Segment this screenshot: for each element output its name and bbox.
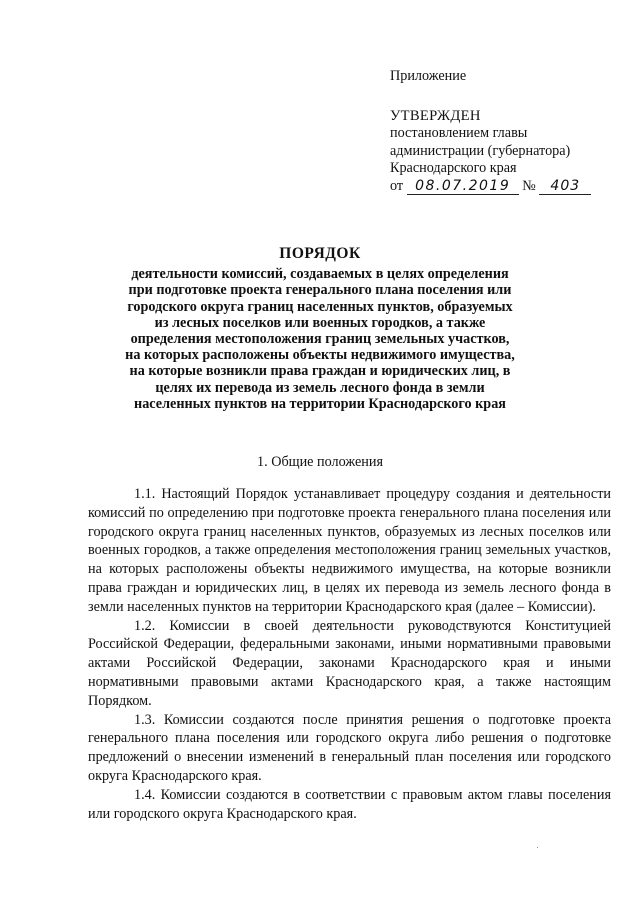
title-line: из лесных поселков или военных городков, а также (154, 314, 486, 331)
approval-line: постановлением главы (390, 125, 528, 141)
paragraph-1-4: 1.4. Комиссии создаются в соответствии с правовым актом главы поселения или городского округа Краснодарского края. (88, 786, 611, 822)
number-label: № (522, 177, 536, 194)
document-title (100, 246, 540, 412)
appendix-label: Приложение (390, 68, 467, 84)
paragraph-1-2: 1.2. Комиссии в своей деятельности руководствуются Конституцией Российской Федерации, федеральными законами, иными нормативными правовыми актами Российской Федерации, законами Краснодарского края и иными нормативными правовыми актами Краснодарского края, а также настоящим Порядком. (88, 617, 611, 709)
title-line: деятельности комиссий, создаваемых в целях определения (131, 266, 509, 283)
title-line: при подготовке проекта генерального плана поселения или (128, 282, 512, 299)
approved-label: УТВЕРЖДЕН (390, 107, 481, 124)
document-body (88, 485, 611, 823)
date-prefix: от (390, 177, 404, 194)
title-line: на которых расположены объекты недвижимого имущества, (125, 347, 515, 364)
handwritten-date: 08.07.2019 (407, 179, 519, 195)
title-line: городского округа границ населенных пунктов, образуемых (127, 298, 513, 315)
section-heading: 1. Общие положения (257, 454, 383, 470)
paragraph-1-1: 1.1. Настоящий Порядок устанавливает процедуру создания и деятельности комиссий по определению при подготовке проекта генерального плана поселения или городского округа границ населенных пунктов, образуемых из лесных поселков или военных городков, а также определения местоположения границ земельных участков, на которых расположены объекты недвижимого имущества, на которые возникли права граждан и юридических лиц, в целях их перевода из земель лесного фонда в земли населенных пунктов на территории Краснодарского края (далее – Комиссии). (88, 486, 611, 615)
title-line: населенных пунктов на территории Краснодарского края (134, 395, 506, 412)
handwritten-number: 403 (539, 179, 591, 195)
title-line: на которые возникли права граждан и юридических лиц, в (129, 363, 511, 380)
approval-line: администрации (губернатора) (390, 142, 571, 159)
title-line: целях их перевода из земель лесного фонда в земли (155, 379, 485, 396)
date-number-row (390, 178, 625, 196)
approval-line: Краснодарского края (390, 160, 517, 176)
approval-block (390, 68, 625, 195)
paragraph-1-3: 1.3. Комиссии создаются после принятия решения о подготовке проекта генерального плана поселения или городского округа либо решения о подготовке предложений о внесении изменений в генеральный план поселения или городского округа Краснодарского края. (88, 711, 611, 784)
scan-speck (537, 847, 538, 848)
title-line: определения местоположения границ земельных участков, (130, 331, 510, 348)
title-heading: ПОРЯДОК (279, 245, 361, 262)
